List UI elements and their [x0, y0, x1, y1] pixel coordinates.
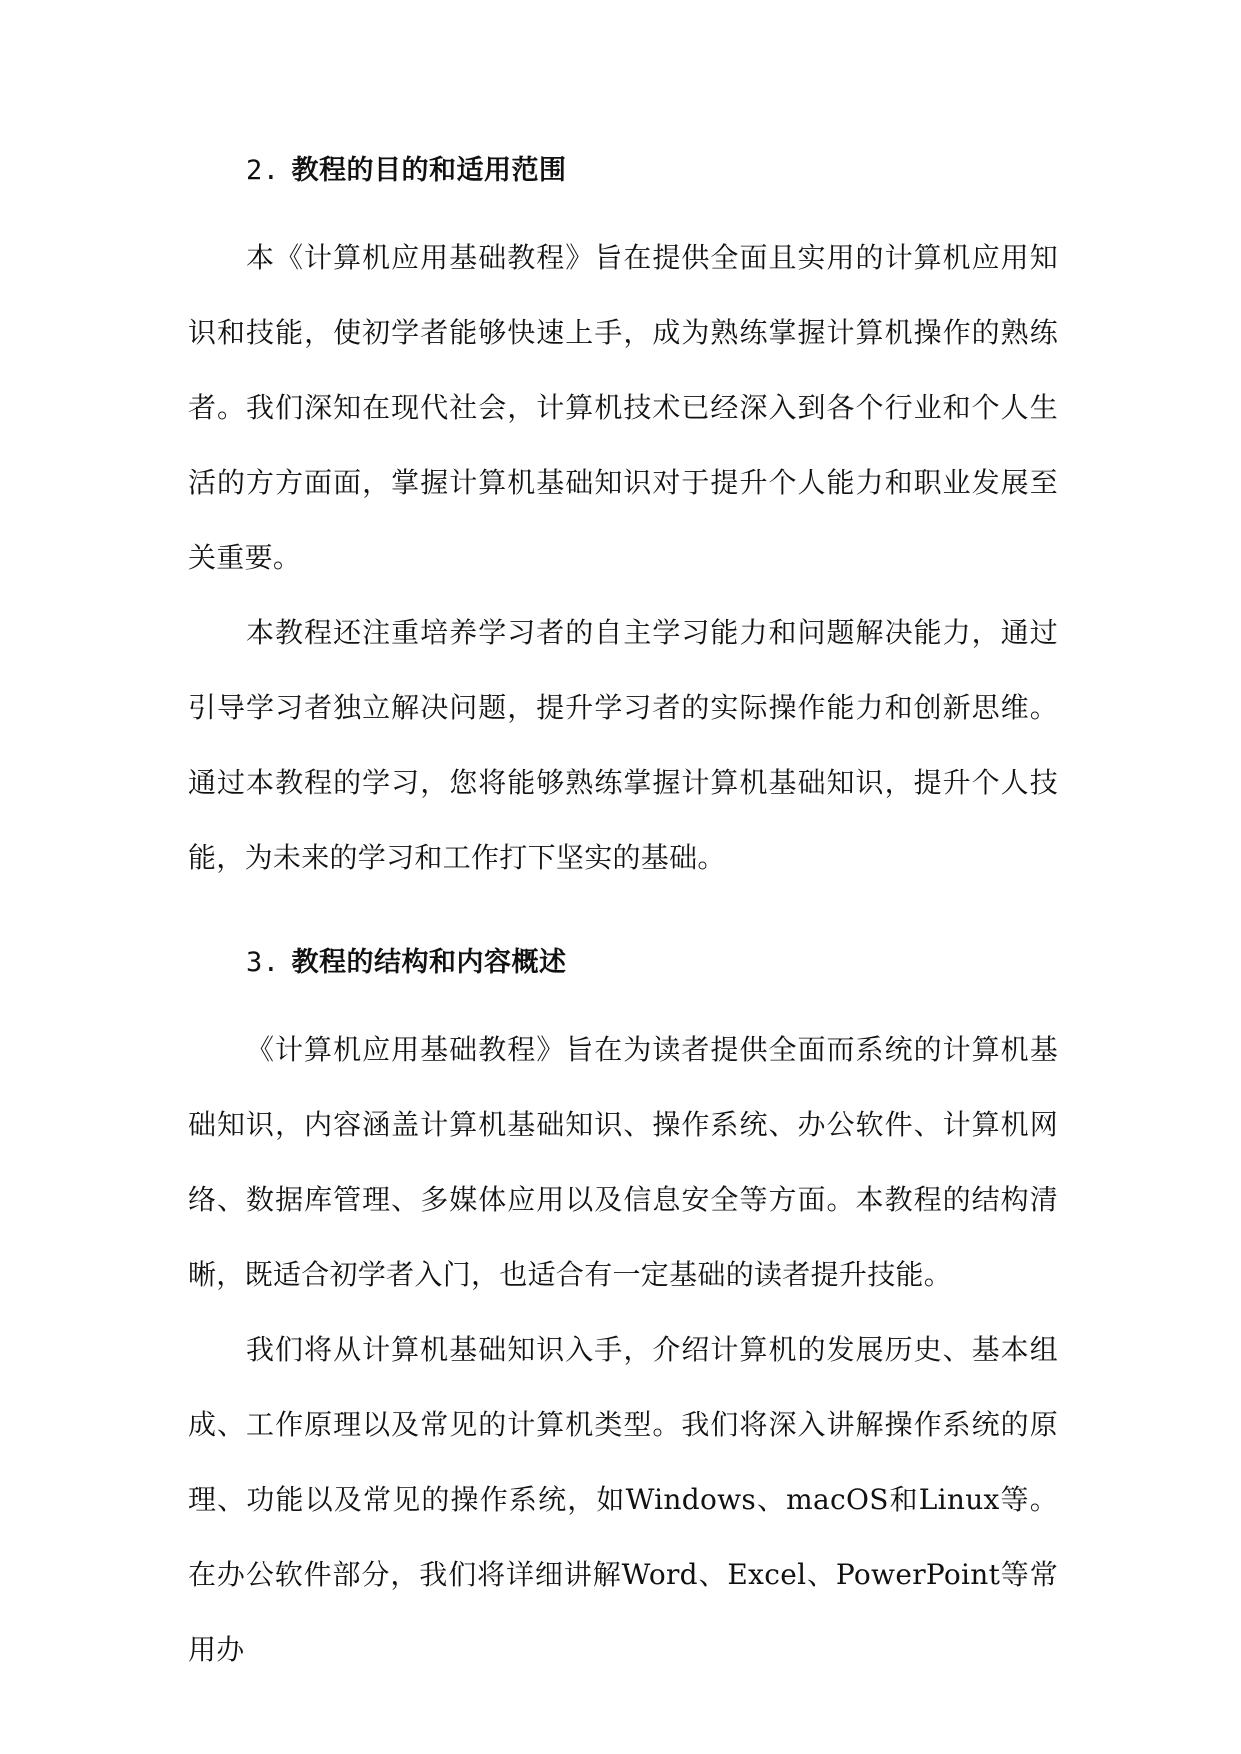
page-content [188, 145, 1058, 1687]
paragraph: 本教程还注重培养学习者的自主学习能力和问题解决能力，通过引导学习者独立解决问题，提升学习者的实际操作能力和创新思维。通过本教程的学习，您将能够熟练掌握计算机基础知识，提升个人技能，为未来的学习和工作打下坚实的基础。 [188, 616, 1058, 874]
paragraph: 《计算机应用基础教程》旨在为读者提供全面而系统的计算机基础知识，内容涵盖计算机基础知识、操作系统、办公软件、计算机网络、数据库管理、多媒体应用以及信息安全等方面。本教程的结构清晰，既适合初学者入门，也适合有一定基础的读者提升技能。 [188, 1033, 1058, 1291]
section-2 [188, 145, 1058, 895]
section-3 [188, 937, 1058, 1687]
spacer [188, 197, 1058, 220]
paragraph: 本《计算机应用基础教程》旨在提供全面且实用的计算机应用知识和技能，使初学者能够快速上手，成为熟练掌握计算机操作的熟练者。我们深知在现代社会，计算机技术已经深入到各个行业和个人生活的方方面面，掌握计算机基础知识对于提升个人能力和职业发展至关重要。 [188, 241, 1058, 574]
section-heading [188, 937, 1058, 989]
section-spacer [188, 895, 1058, 937]
section-number: 2. [246, 155, 280, 186]
spacer [188, 989, 1058, 1012]
section-title: 教程的结构和内容概述 [291, 947, 567, 978]
section-title: 教程的目的和适用范围 [291, 155, 567, 186]
paragraph: 我们将从计算机基础知识入手，介绍计算机的发展历史、基本组成、工作原理以及常见的计算机类型。我们将深入讲解操作系统的原理、功能以及常见的操作系统，如Windows、macOS和Linux等。在办公软件部分，我们将详细讲解Word、Excel、PowerPoint等常用办 [188, 1333, 1058, 1666]
section-number: 3. [246, 947, 280, 978]
section-heading [188, 145, 1058, 197]
